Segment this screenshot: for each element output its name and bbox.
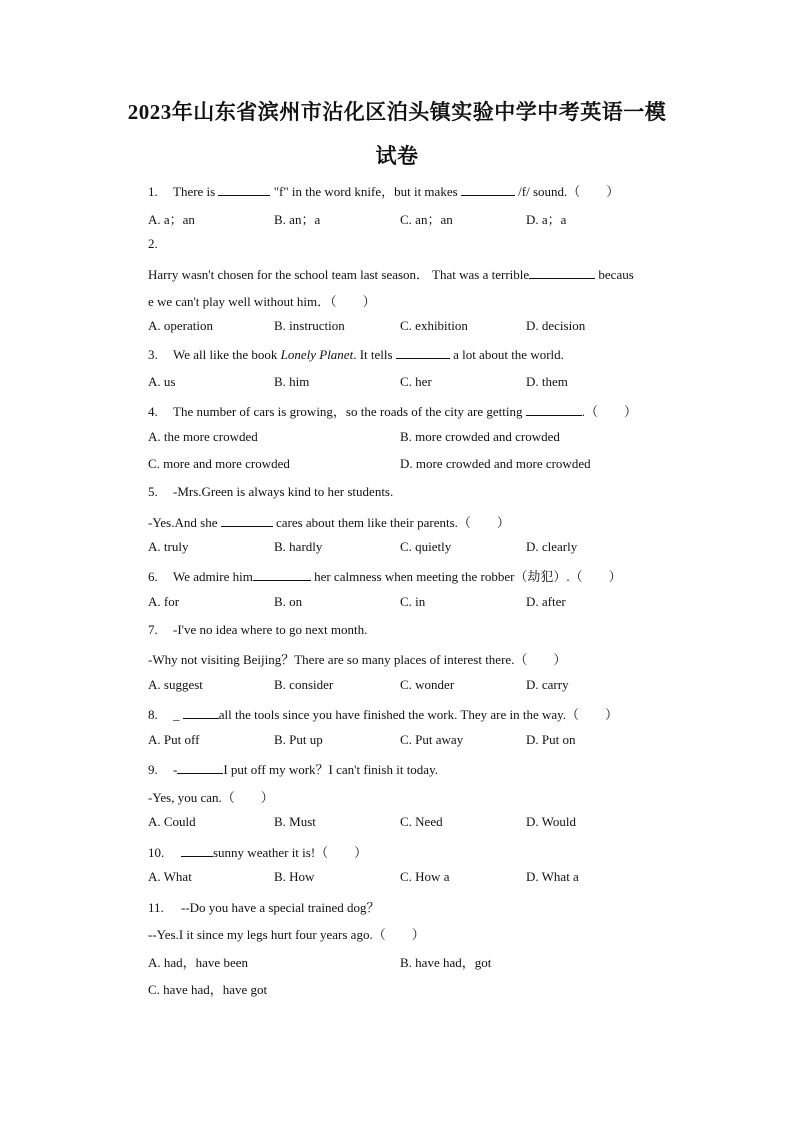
option-b: B. instruction [274,318,345,333]
question-10: 10. sunny weather it is!（ ） [148,845,368,860]
option-c: C. wonder [400,677,455,692]
question-number: 5. [148,484,158,499]
option-c: C. exhibition [400,318,468,333]
option-a: A. operation [148,318,213,333]
question-number: 10. [148,845,165,860]
answer-blank [529,266,595,279]
question-number: 8. [148,707,158,722]
option-b: B. on [274,594,303,609]
option-a: A. the more crowded [148,429,258,444]
answer-blank [253,568,311,581]
question-4: 4. The number of cars is growing，so the roads of the city are getting .（ ） [148,404,637,419]
option-b: B. Put up [274,732,323,747]
question-2-cont: e we can't play well without him．（ ） [148,294,376,309]
option-a: A. a；an [148,212,195,227]
question-8: 8. _ all the tools since you have finished the work. They are in the way.（ ） [148,707,619,722]
option-b: B. have had，got [400,955,492,970]
question-3: 3. We all like the book Lonely Planet. It tells a lot about the world. [148,347,564,362]
option-d: D. decision [526,318,586,333]
question-number: 1. [148,184,158,199]
question-7-cont: -Why not visiting Beijing？There are so many places of interest there.（ ） [148,652,567,667]
question-2: Harry wasn't chosen for the school team last season． That was a terrible becaus [148,267,634,282]
option-c: C. Put away [400,732,464,747]
answer-blank [177,761,223,774]
option-b: B. consider [274,677,334,692]
option-c: C. have had，have got [148,982,268,997]
question-number: 9. [148,762,158,777]
option-a: A. had，have been [148,955,248,970]
option-c: C. her [400,374,432,389]
option-a: A. truly [148,539,189,554]
answer-blank [526,403,582,416]
option-b: B. How [274,869,315,884]
question-6: 6. We admire him her calmness when meeting the robber（劫犯）.（ ） [148,569,622,584]
option-d: D. Put on [526,732,576,747]
option-a: A. What [148,869,192,884]
question-9-cont: -Yes, you can.（ ） [148,790,274,805]
answer-blank [218,183,270,196]
page-title-line2: 试卷 [375,144,419,168]
option-c: C. quietly [400,539,452,554]
option-d: D. carry [526,677,569,692]
option-d: D. after [526,594,566,609]
answer-blank [396,346,450,359]
question-5-cont: -Yes.And she cares about them like their parents.（ ） [148,515,510,530]
question-9: 9. - I put off my work？I can't finish it today. [148,762,438,777]
question-1: 1. There is "f" in the word knife，but it makes /f/ sound.（ ） [148,184,620,199]
option-c: C. an；an [400,212,453,227]
option-d: D. clearly [526,539,578,554]
question-5: 5. -Mrs.Green is always kind to her students. [148,484,394,499]
answer-blank [221,514,273,527]
question-number: 3. [148,347,158,362]
page-title: 2023年山东省滨州市沾化区泊头镇实验中学中考英语一模 [127,100,667,124]
option-b: B. Must [274,814,316,829]
option-d: D. What a [526,869,579,884]
question-11-cont: --Yes.I it since my legs hurt four years ago.（ ） [148,927,425,942]
option-b: B. him [274,374,310,389]
option-d: D. them [526,374,568,389]
question-number: 11. [148,900,164,915]
question-7: 7. -I've no idea where to go next month. [148,622,368,637]
answer-blank [461,183,515,196]
option-c: C. more and more crowded [148,456,290,471]
option-d: D. Would [526,814,576,829]
option-c: C. Need [400,814,443,829]
option-a: A. Put off [148,732,200,747]
option-a: A. us [148,374,176,389]
option-c: C. How a [400,869,450,884]
option-b: B. more crowded and crowded [400,429,560,444]
option-b: B. an；a [274,212,321,227]
option-a: A. suggest [148,677,203,692]
question-number: 7. [148,622,158,637]
question-number: 6. [148,569,158,584]
option-d: D. a；a [526,212,567,227]
option-b: B. hardly [274,539,323,554]
question-11: 11. --Do you have a special trained dog？ [148,900,380,915]
option-a: A. for [148,594,180,609]
answer-blank [181,844,213,857]
option-a: A. Could [148,814,196,829]
question-2-number: 2. [148,236,158,251]
option-c: C. in [400,594,426,609]
option-d: D. more crowded and more crowded [400,456,591,471]
question-number: 4. [148,404,158,419]
answer-blank [183,706,219,719]
